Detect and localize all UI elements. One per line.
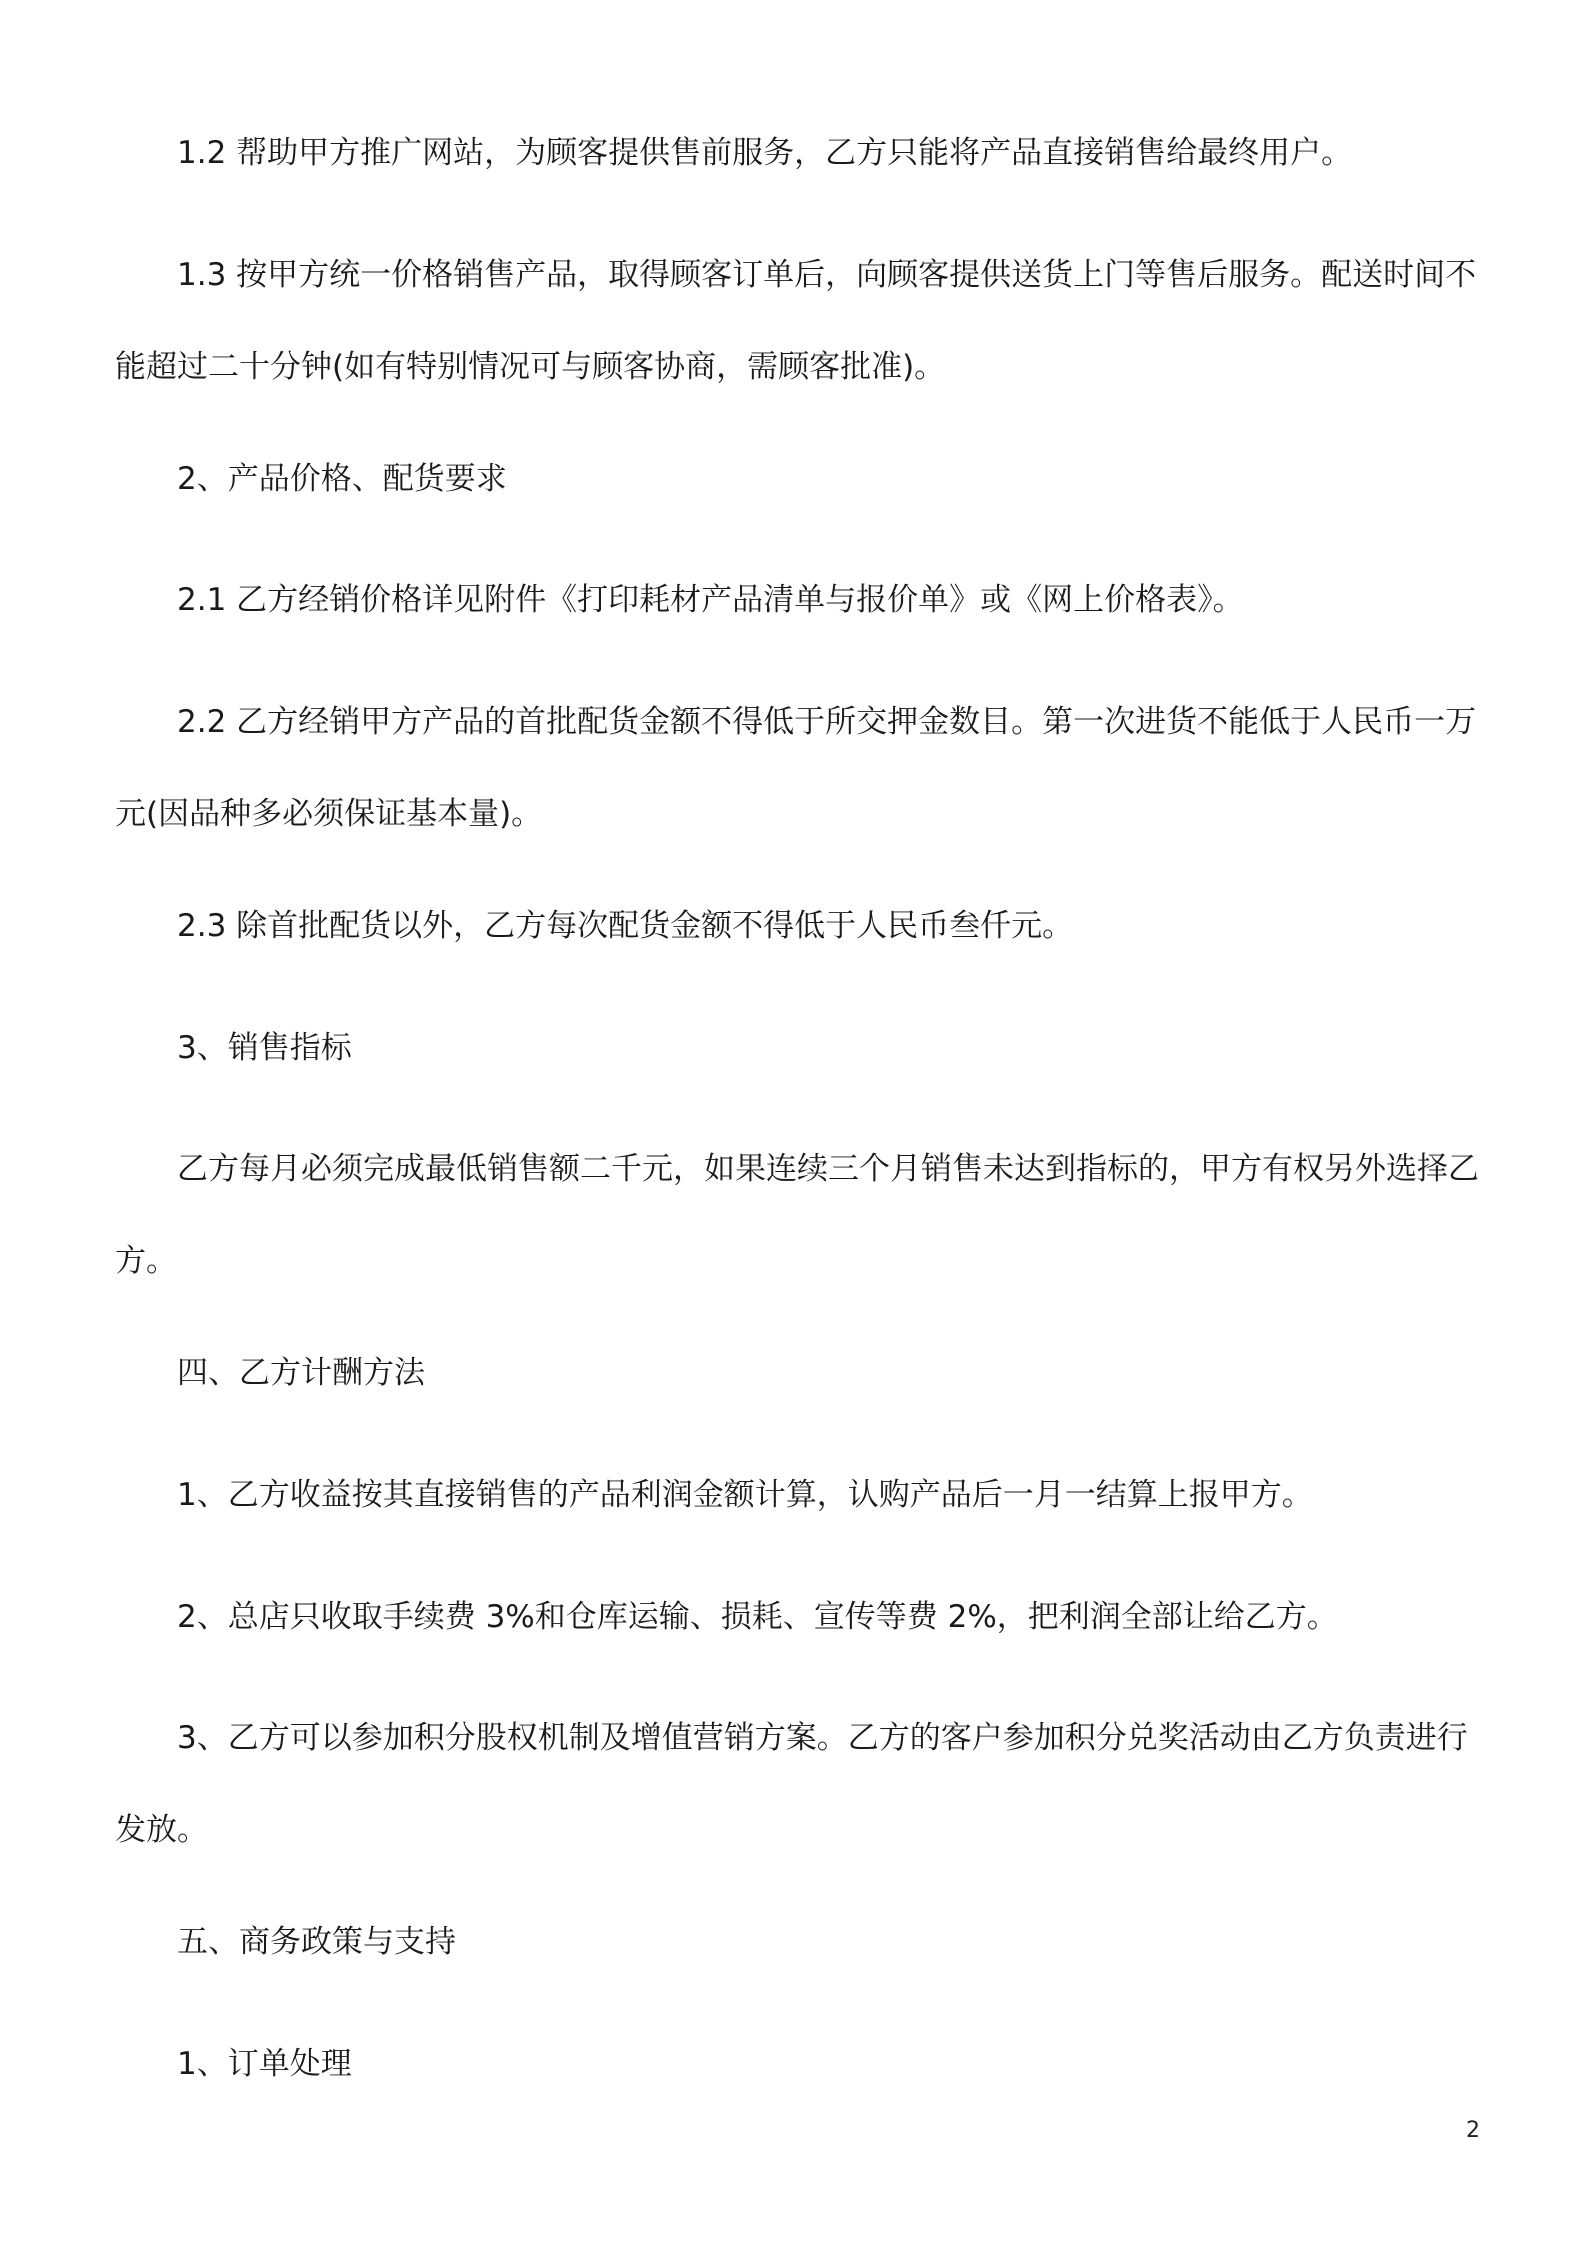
section-heading-four: 四、乙方计酬方法 [177,1355,425,1391]
page-number: 2 [1466,2118,1480,2143]
paragraph-2-2: 2.2 乙方经销甲方产品的首批配货金额不得低于所交押金数目。第一次进货不能低于人民币一万元(因品种多必须保证基本量)。 [115,704,1477,832]
paragraph-1-2: 1.2 帮助甲方推广网站，为顾客提供售前服务，乙方只能将产品直接销售给最终用户。 [177,135,1353,171]
paragraph-1-3: 1.3 按甲方统一价格销售产品，取得顾客订单后，向顾客提供送货上门等售后服务。配送时间不能超过二十分钟(如有特别情况可与顾客协商，需顾客批准)。 [115,257,1477,385]
paragraph-2-3: 2.3 除首批配货以外，乙方每次配货金额不得低于人民币叁仟元。 [177,908,1074,944]
paragraph-sales-target: 乙方每月必须完成最低销售额二千元，如果连续三个月销售未达到指标的，甲方有权另外选择乙方。 [115,1151,1479,1279]
paragraph-4-2: 2、总店只收取手续费 3%和仓库运输、损耗、宣传等费 2%，把利润全部让给乙方。 [177,1599,1338,1635]
section-heading-3: 3、销售指标 [177,1030,352,1066]
section-heading-2: 2、产品价格、配货要求 [177,461,507,497]
paragraph-4-3: 3、乙方可以参加积分股权机制及增值营销方案。乙方的客户参加积分兑奖活动由乙方负责进行发放。 [115,1720,1468,1848]
section-heading-five: 五、商务政策与支持 [177,1924,456,1960]
paragraph-4-1: 1、乙方收益按其直接销售的产品利润金额计算，认购产品后一月一结算上报甲方。 [177,1477,1313,1513]
paragraph-5-1: 1、订单处理 [177,2046,352,2082]
paragraph-2-1: 2.1 乙方经销价格详见附件《打印耗材产品清单与报价单》或《网上价格表》。 [177,582,1244,618]
